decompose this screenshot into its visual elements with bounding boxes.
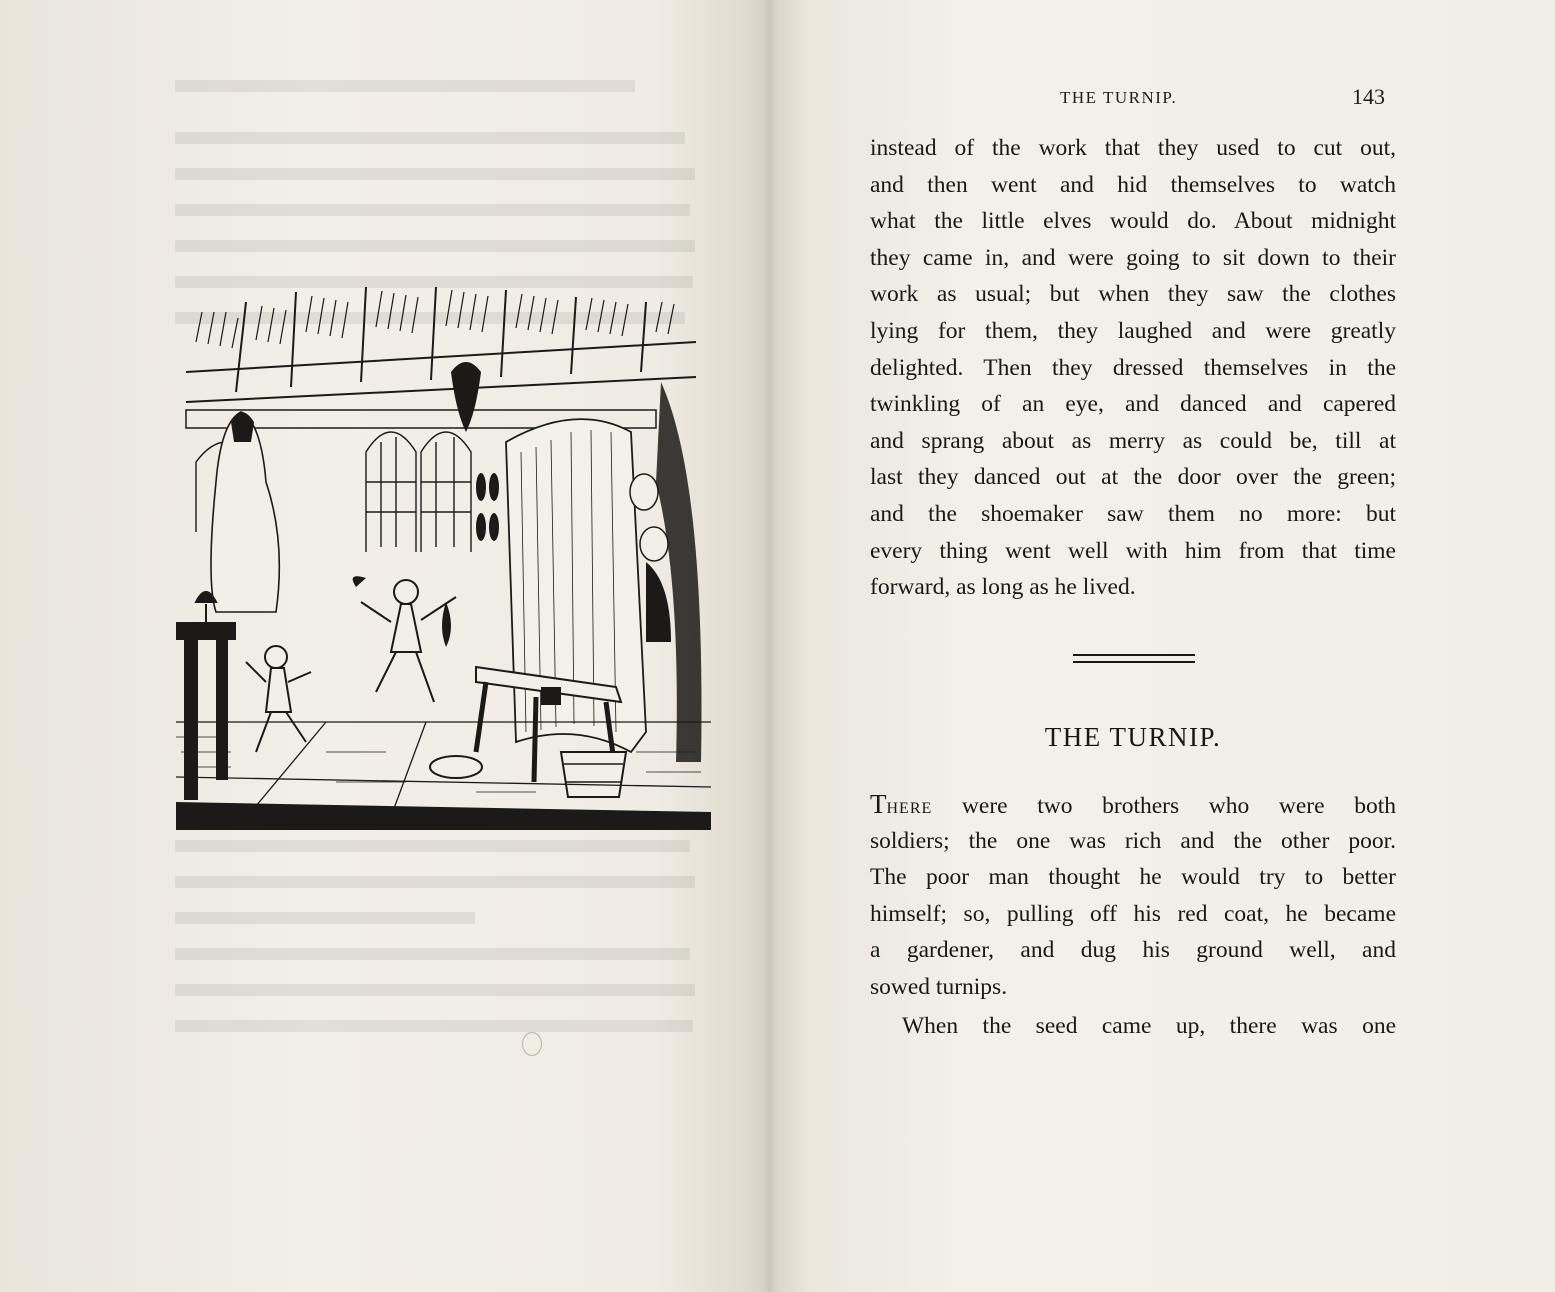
paragraph-opening	[870, 786, 1396, 1006]
text-line: work as usual; but when they saw the clothes	[870, 281, 1396, 308]
text-line: and sprang about as merry as could be, till at	[870, 427, 1396, 454]
text-line: twinkling of an eye, and danced and capered	[870, 391, 1396, 418]
text-line: sowed turnips.	[870, 973, 1008, 1000]
text-line: soldiers; the one was rich and the other poor.	[870, 827, 1396, 854]
engraving-illustration	[176, 282, 711, 830]
running-head: THE TURNIP.	[1060, 88, 1178, 107]
initial-letter: T	[870, 789, 887, 819]
text-line: The poor man thought he would try to better	[870, 864, 1396, 891]
section-divider-rule	[1073, 654, 1195, 663]
text-line: instead of the work that they used to cut out,	[870, 135, 1396, 161]
text-line: himself; so, pulling off his red coat, he became	[870, 900, 1396, 927]
text-line: and the shoemaker saw them no more: but	[870, 500, 1396, 527]
paragraph-continued	[870, 130, 1396, 606]
text-line: every thing went well with him from that time	[870, 537, 1396, 564]
text-line: last they danced out at the door over the green;	[870, 464, 1396, 491]
text-line: When the seed came up, there was one	[902, 1013, 1396, 1039]
first-word-rest: here	[886, 793, 933, 819]
paper-speck	[522, 1032, 542, 1056]
text-line: what the little elves would do. About midnight	[870, 208, 1396, 235]
text-line: lying for them, they laughed and were greatly	[870, 317, 1396, 344]
text-line: they came in, and were going to sit down to their	[870, 244, 1396, 271]
story-title: THE TURNIP.	[1044, 722, 1222, 752]
page-number: 143	[1352, 84, 1385, 109]
first-line-rest: were two brothers who were both	[932, 793, 1396, 819]
text-line-first	[870, 786, 1396, 823]
text-line: delighted. Then they dressed themselves in the	[870, 354, 1396, 381]
text-line: forward, as long as he lived.	[870, 574, 1136, 601]
book-gutter	[762, 0, 778, 1292]
paragraph-next	[870, 1008, 1396, 1045]
text-line: a gardener, and dug his ground well, and	[870, 937, 1396, 964]
left-page	[0, 0, 770, 1292]
text-line: and then went and hid themselves to watch	[870, 171, 1396, 198]
